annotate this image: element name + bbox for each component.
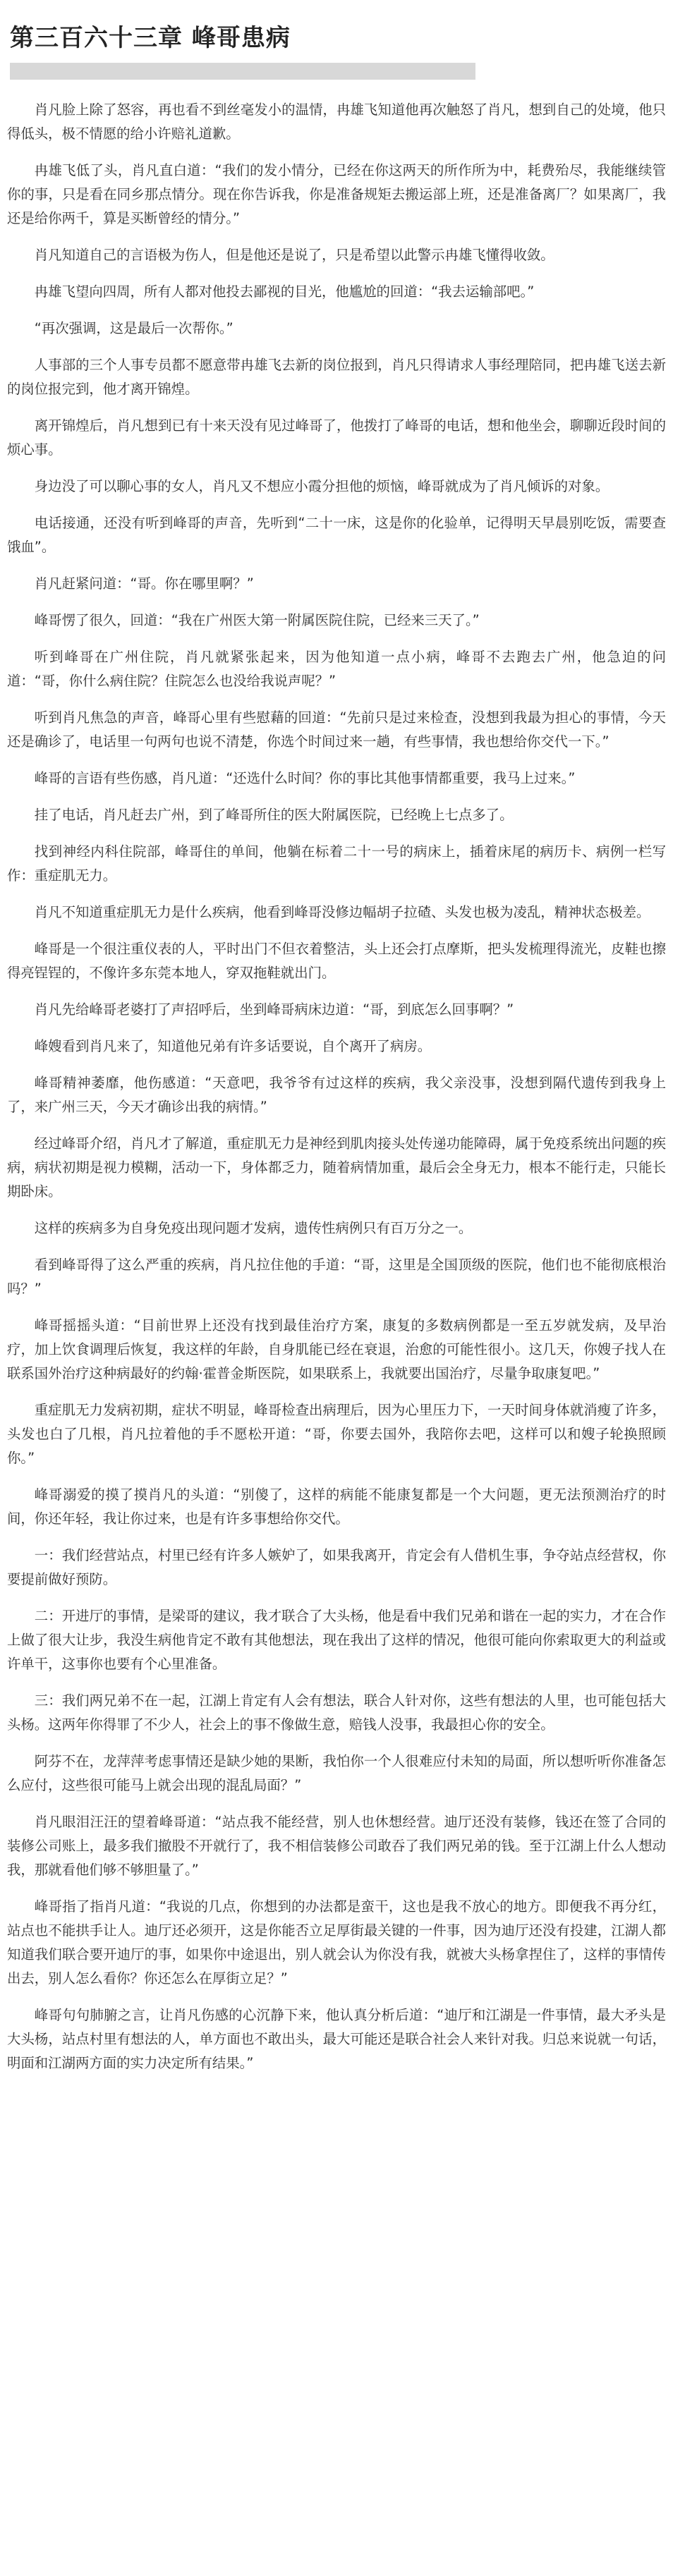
paragraph: 听到峰哥在广州住院，肖凡就紧张起来，因为他知道一点小病，峰哥不去跑去广州，他急迫的问道：“哥，你什么病住院？住院怎么也没给我说声呢？” — [7, 649, 666, 689]
paragraph: 听到肖凡焦急的声音，峰哥心里有些慰藉的回道：“先前只是过来检查，没想到我最为担心的事情，今天还是确诊了，电话里一句两句也说不清楚，你选个时间过来一趟，有些事情，我也想给你交代一下。” — [7, 709, 666, 750]
paragraph: 肖凡知道自己的言语极为伤人，但是他还是说了，只是希望以此警示冉雄飞懂得收敛。 — [34, 247, 554, 263]
paragraph: “再次强调，这是最后一次帮你。” — [34, 320, 234, 336]
paragraph: 挂了电话，肖凡赶去广州，到了峰哥所住的医大附属医院，已经晚上七点多了。 — [34, 807, 514, 823]
paragraph: 峰哥溺爱的摸了摸肖凡的头道：“别傻了，这样的病能不能康复都是一个大问题，更无法预测治疗的时间，你还年轻，我让你过来，也是有许多事想给你交代。 — [7, 1487, 666, 1527]
paragraph: 肖凡不知道重症肌无力是什么疾病，他看到峰哥没修边幅胡子拉碴、头发也极为凌乱，精神状态极差。 — [34, 904, 650, 920]
paragraph: 肖凡先给峰哥老婆打了声招呼后，坐到峰哥病床边道：“哥，到底怎么回事啊？” — [34, 1001, 514, 1018]
paragraph: 电话接通，还没有听到峰哥的声音，先听到“二十一床，这是你的化验单，记得明天早晨别吃饭，需要查饿血”。 — [7, 515, 666, 555]
paragraph: 冉雄飞低了头，肖凡直白道：“我们的发小情分，已经在你这两天的所作所为中，耗费殆尽，我能继续管你的事，只是看在同乡那点情分。现在你告诉我，你是准备规矩去搬运部上班，还是准备离厂？如果离厂，我还是给你两千，算是买断曾经的情分。” — [7, 162, 666, 226]
paragraph: 二：开进厅的事情，是梁哥的建议，我才联合了大头杨，他是看中我们兄弟和谐在一起的实力，才在合作上做了很大让步，我没生病他肯定不敢有其他想法，现在我出了这样的情况，他很可能向你索取更大的利益或许单干，这事你也要有个心里准备。 — [7, 1608, 666, 1672]
paragraph: 离开锦煌后，肖凡想到已有十来天没有见过峰哥了，他拨打了峰哥的电话，想和他坐会，聊聊近段时间的烦心事。 — [7, 417, 666, 458]
paragraph: 阿芬不在，龙萍萍考虑事情还是缺少她的果断，我怕你一个人很难应付未知的局面，所以想听听你准备怎么应付，这些很可能马上就会出现的混乱局面？” — [7, 1753, 666, 1793]
paragraph: 肖凡脸上除了怒容，再也看不到丝毫发小的温情，冉雄飞知道他再次触怒了肖凡，想到自己的处境，他只得低头，极不情愿的给小许赔礼道歉。 — [7, 102, 666, 142]
paragraph: 肖凡赶紧问道：“哥。你在哪里啊？” — [34, 575, 254, 592]
paragraph: 峰哥摇摇头道：“目前世界上还没有找到最佳治疗方案，康复的多数病例都是一至五岁就发病，及早治疗，加上饮食调理后恢复，我这样的年龄，自身肌能已经在衰退，治愈的可能性很小。这几天，你嫂子找人在联系国外治疗这种病最好的约翰·霍普金斯医院，如果联系上，我就要出国治疗，尽量争取康复吧。” — [7, 1317, 666, 1381]
paragraph: 三：我们两兄弟不在一起，江湖上肯定有人会有想法，联合人针对你，这些有想法的人里，也可能包括大头杨。这两年你得罪了不少人，社会上的事不像做生意，赔钱人没事，我最担心你的安全。 — [7, 1692, 666, 1733]
paragraph: 身边没了可以聊心事的女人，肖凡又不想应小霞分担他的烦恼，峰哥就成为了肖凡倾诉的对象。 — [34, 478, 610, 494]
paragraph: 这样的疾病多为自身免疫出现问题才发病，遗传性病例只有百万分之一。 — [34, 1220, 473, 1236]
paragraph: 冉雄飞望向四周，所有人都对他投去鄙视的目光，他尴尬的回道：“我去运输部吧。” — [34, 283, 535, 300]
paragraph: 经过峰哥介绍，肖凡才了解道，重症肌无力是神经到肌肉接头处传递功能障碍，属于免疫系统出问题的疾病，病状初期是视力模糊，活动一下，身体都乏力，随着病情加重，最后会全身无力，根本不能行走，只能长期卧床。 — [7, 1135, 666, 1200]
paragraph: 峰哥句句肺腑之言，让肖凡伤感的心沉静下来，他认真分析后道：“迪厅和江湖是一件事情，最大矛头是大头杨，站点村里有想法的人，单方面也不敢出头，最大可能还是联合社会人来针对我。归总来说就一句话，明面和江湖两方面的实力决定所有结果。” — [7, 2007, 666, 2071]
paragraph: 峰哥精神萎靡，他伤感道：“天意吧，我爷爷有过这样的疾病，我父亲没事，没想到隔代遗传到我身上了，来广州三天，今天才确诊出我的病情。” — [7, 1075, 666, 1115]
paragraph: 峰哥愣了很久，回道：“我在广州医大第一附属医院住院，已经来三天了。” — [34, 612, 480, 628]
paragraph: 找到神经内科住院部，峰哥住的单间，他躺在标着二十一号的病床上，插着床尾的病历卡、病例一栏写作：重症肌无力。 — [7, 843, 666, 884]
paragraph: 峰哥的言语有些伤感，肖凡道：“还选什么时间？你的事比其他事情都重要，我马上过来。” — [34, 770, 576, 786]
paragraph: 肖凡眼泪汪汪的望着峰哥道：“站点我不能经营，别人也休想经营。迪厅还没有装修，钱还在签了合同的装修公司账上，最多我们撤股不开就行了，我不相信装修公司敢吞了我们两兄弟的钱。至于江湖上什么人想动我，那就看他们够不够胆量了。” — [7, 1814, 666, 1878]
title-divider-bar — [10, 63, 475, 80]
paragraph: 峰哥是一个很注重仪表的人，平时出门不但衣着整洁，头上还会打点摩斯，把头发梳理得流光，皮鞋也擦得亮锃锃的，不像许多东莞本地人，穿双拖鞋就出门。 — [7, 941, 666, 981]
paragraph: 人事部的三个人事专员都不愿意带冉雄飞去新的岗位报到，肖凡只得请求人事经理陪同，把冉雄飞送去新的岗位报完到，他才离开锦煌。 — [7, 357, 666, 397]
paragraph: 峰嫂看到肖凡来了，知道他兄弟有许多话要说，自个离开了病房。 — [34, 1038, 432, 1054]
paragraph: 看到峰哥得了这么严重的疾病，肖凡拉住他的手道：“哥，这里是全国顶级的医院，他们也不能彻底根治吗？” — [7, 1257, 666, 1297]
chapter-title: 第三百六十三章 峰哥患病 — [10, 24, 291, 52]
paragraph: 峰哥指了指肖凡道：“我说的几点，你想到的办法都是蛮干，这也是我不放心的地方。即便我不再分红，站点也不能拱手让人。迪厅还必须开，这是你能否立足厚街最关键的一件事，因为迪厅还没有投建，江湖人都知道我们联合要开迪厅的事，如果你中途退出，别人就会认为你没有我，就被大头杨拿捏住了，这样的事情传出去，别人怎么看你？你还怎么在厚街立足？” — [7, 1898, 666, 1986]
paragraph: 重症肌无力发病初期，症状不明显，峰哥检查出病理后，因为心里压力下，一天时间身体就消瘦了许多，头发也白了几根，肖凡拉着他的手不愿松开道：“哥，你要去国外，我陪你去吧，这样可以和嫂子轮换照顾你。” — [7, 1402, 666, 1466]
paragraph: 一：我们经营站点，村里已经有许多人嫉妒了，如果我离开，肯定会有人借机生事，争夺站点经营权，你要提前做好预防。 — [7, 1547, 666, 1587]
chapter-content — [7, 98, 666, 2075]
